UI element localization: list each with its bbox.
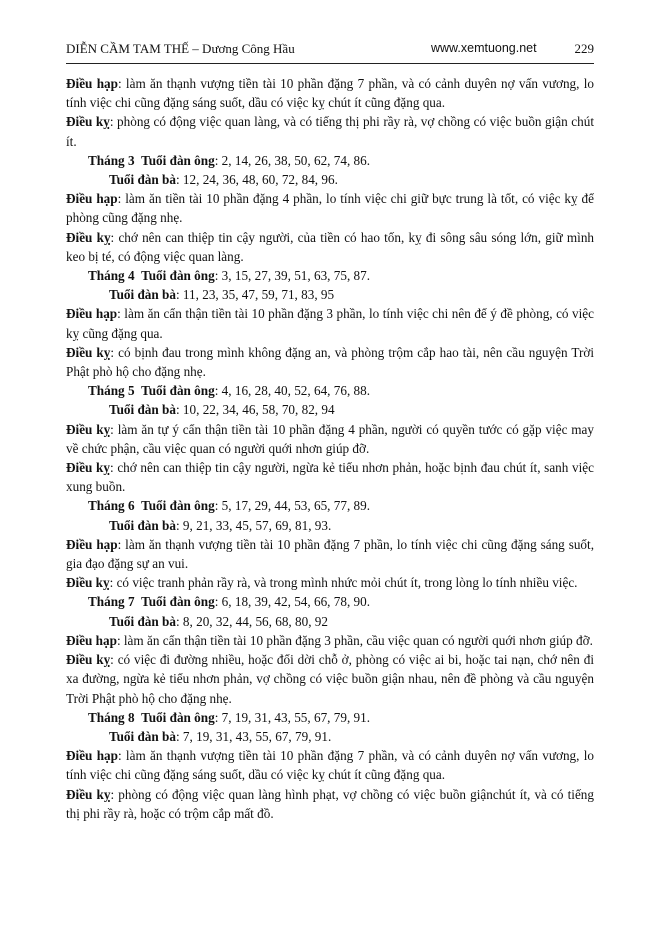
male-ages-values: : 5, 17, 29, 44, 53, 65, 77, 89. xyxy=(214,498,371,514)
running-title: DIỄN CẦM TAM THẾ – Dương Công Hầu xyxy=(66,41,295,56)
paragraph xyxy=(66,746,594,784)
paragraph-term: Điều kỵ xyxy=(66,786,111,802)
paragraph-term: Điều kỵ xyxy=(66,460,110,476)
paragraph-text: : làm ăn tự ý cẩn thận tiền tài 10 phần đặng 4 phần, người có quyền tước có gặp việc may về chức phận, cầu việc quan có người quới nhơn giúp đỡ. xyxy=(66,421,594,456)
paragraph-term: Điều hạp xyxy=(66,536,118,552)
male-ages-label: Tuổi đàn ông xyxy=(141,383,215,399)
paragraph-text: : làm ăn tiền tài 10 phần đặng 4 phần, lo tính việc chi giữ bực trung là tốt, có việc kỵ để phòng cũng đặng nhẹ. xyxy=(66,191,595,226)
female-ages-values: : 11, 23, 35, 47, 59, 71, 83, 95 xyxy=(175,287,335,303)
paragraph xyxy=(66,458,594,496)
paragraph-text: : chớ nên can thiệp tin cậy người, ngừa kẻ tiểu nhơn phản, hoặc bịnh đau chút ít, sanh việc xung buồn. xyxy=(66,460,594,495)
female-ages xyxy=(66,285,594,304)
female-ages xyxy=(66,612,594,631)
male-ages-values: : 2, 14, 26, 38, 50, 62, 74, 86. xyxy=(214,152,371,168)
paragraph-text: : phòng có động việc quan làng, và có tiếng thị phi rầy rà, vợ chồng có việc buồn giận chút ít. xyxy=(66,114,594,149)
female-ages-label: Tuổi đàn bà xyxy=(109,728,176,744)
paragraph-text: : làm ăn thạnh vượng tiền tài 10 phần đặng 7 phần, lo tính việc chi cũng đặng sáng suốt, gia đạo đặng sự an vui. xyxy=(66,536,594,572)
female-ages-values: : 9, 21, 33, 45, 57, 69, 81, 93. xyxy=(175,517,332,533)
male-ages-values: : 3, 15, 27, 39, 51, 63, 75, 87. xyxy=(214,268,371,284)
page-body xyxy=(66,74,594,823)
male-ages-values: : 7, 19, 31, 43, 55, 67, 79, 91. xyxy=(214,709,371,725)
paragraph-term: Điều kỵ xyxy=(66,229,111,245)
male-ages-label: Tuổi đàn ông xyxy=(141,709,215,725)
month-label: Tháng 5 xyxy=(88,383,135,399)
paragraph-text: : có việc tranh phản rầy rà, và trong mình nhức mỏi chút ít, trong lòng lo tính nhiều việc. xyxy=(109,575,578,591)
paragraph xyxy=(66,74,594,112)
male-ages-label: Tuổi đàn ông xyxy=(141,594,215,610)
month-label: Tháng 3 xyxy=(88,152,135,168)
paragraph-text: : làm ăn cẩn thận tiền tài 10 phần đặng 3 phần, lo tính việc chi nên để ý đề phòng, có việc kỵ cũng đặng qua. xyxy=(66,306,594,341)
month-label: Tháng 8 xyxy=(88,709,135,725)
paragraph-text: : có bịnh đau trong mình không đặng an, và phòng trộm cắp hao tài, nên cầu nguyện Trời Phật phò hộ cho đặng nhẹ. xyxy=(66,344,595,380)
male-ages-values: : 4, 16, 28, 40, 52, 64, 76, 88. xyxy=(214,383,371,399)
paragraph xyxy=(66,631,594,650)
paragraph-term: Điều kỵ xyxy=(66,575,110,591)
female-ages-values: : 10, 22, 34, 46, 58, 70, 82, 94 xyxy=(175,402,335,418)
month-male-ages xyxy=(66,496,594,515)
female-ages-label: Tuổi đàn bà xyxy=(109,517,176,533)
header-rule xyxy=(66,63,594,64)
month-label: Tháng 7 xyxy=(88,594,135,610)
paragraph-term: Điều kỵ xyxy=(66,114,110,130)
paragraph-text: : có việc đi đường nhiều, hoặc đổi dời chỗ ở, phòng có việc ai bi, hoặc tai nạn, chớ nên đi xa đường, ngừa kẻ tiểu nhơn phản, vợ chồng có việc buồn giận nhau, nên đề phòng và cầu nguyện Trời Phật phò hộ cho đặng nhẹ. xyxy=(66,652,594,706)
paragraph xyxy=(66,343,594,381)
paragraph xyxy=(66,228,594,266)
female-ages-label: Tuổi đàn bà xyxy=(109,613,176,629)
paragraph-text: : phòng có động việc quan làng hình phạt, vợ chồng có việc buồn giậnchút ít, và có tiếng thị phi rầy rà, hoặc có trộm cắp mất đồ. xyxy=(66,786,594,821)
paragraph xyxy=(66,304,594,342)
paragraph xyxy=(66,535,594,573)
paragraph-term: Điều kỵ xyxy=(66,652,111,668)
paragraph xyxy=(66,112,594,150)
paragraph xyxy=(66,785,594,823)
page-number: 229 xyxy=(574,41,594,56)
female-ages-label: Tuổi đàn bà xyxy=(109,172,176,188)
website-link[interactable]: www.xemtuong.net xyxy=(431,41,537,55)
month-male-ages xyxy=(66,266,594,285)
paragraph-term: Điều kỵ xyxy=(66,344,111,360)
paragraph-term: Điều hạp xyxy=(66,748,118,764)
paragraph-text: : làm ăn thạnh vượng tiền tài 10 phần đặng 7 phần, và có cảnh duyên nợ vấn vương, lo tính việc chi cũng đặng sáng suốt, dầu có việc kỵ chút ít cũng đặng qua. xyxy=(66,76,594,111)
male-ages-label: Tuổi đàn ông xyxy=(141,498,215,514)
female-ages xyxy=(66,727,594,746)
female-ages-label: Tuổi đàn bà xyxy=(109,287,176,303)
month-male-ages xyxy=(66,151,594,170)
month-label: Tháng 6 xyxy=(88,498,135,514)
paragraph xyxy=(66,573,594,592)
female-ages-values: : 12, 24, 36, 48, 60, 72, 84, 96. xyxy=(175,172,338,188)
male-ages-label: Tuổi đàn ông xyxy=(141,152,215,168)
paragraph xyxy=(66,189,594,227)
female-ages xyxy=(66,170,594,189)
month-male-ages xyxy=(66,381,594,400)
male-ages-label: Tuổi đàn ông xyxy=(141,268,215,284)
female-ages-label: Tuổi đàn bà xyxy=(109,402,176,418)
female-ages xyxy=(66,516,594,535)
paragraph-term: Điều hạp xyxy=(66,632,117,648)
month-label: Tháng 4 xyxy=(88,268,135,284)
month-male-ages xyxy=(66,592,594,611)
paragraph-term: Điều hạp xyxy=(66,191,118,207)
page-header xyxy=(66,41,594,61)
paragraph-term: Điều hạp xyxy=(66,76,118,91)
paragraph-term: Điều kỵ xyxy=(66,421,111,437)
paragraph-text: : làm ăn cẩn thận tiền tài 10 phần đặng 3 phần, cầu việc quan có người quới nhơn giúp đỡ. xyxy=(116,632,593,648)
paragraph-term: Điều hạp xyxy=(66,306,118,322)
paragraph-text: : chớ nên can thiệp tin cậy người, của tiền có hao tốn, kỵ đi sông sâu sóng lớn, giữ mình keo bị té, có động việc quan làng. xyxy=(66,229,595,264)
paragraph-text: : làm ăn thạnh vượng tiền tài 10 phần đặng 7 phần, và có cảnh duyên nợ vấn vương, lo tính việc chi cũng đặng sáng suốt, dầu có việc kỵ chút ít cũng đặng qua. xyxy=(66,748,594,783)
male-ages-values: : 6, 18, 39, 42, 54, 66, 78, 90. xyxy=(214,594,371,610)
paragraph xyxy=(66,650,594,708)
female-ages xyxy=(66,400,594,419)
female-ages-values: : 7, 19, 31, 43, 55, 67, 79, 91. xyxy=(175,728,332,744)
paragraph xyxy=(66,420,594,458)
month-male-ages xyxy=(66,708,594,727)
female-ages-values: : 8, 20, 32, 44, 56, 68, 80, 92 xyxy=(175,613,328,629)
